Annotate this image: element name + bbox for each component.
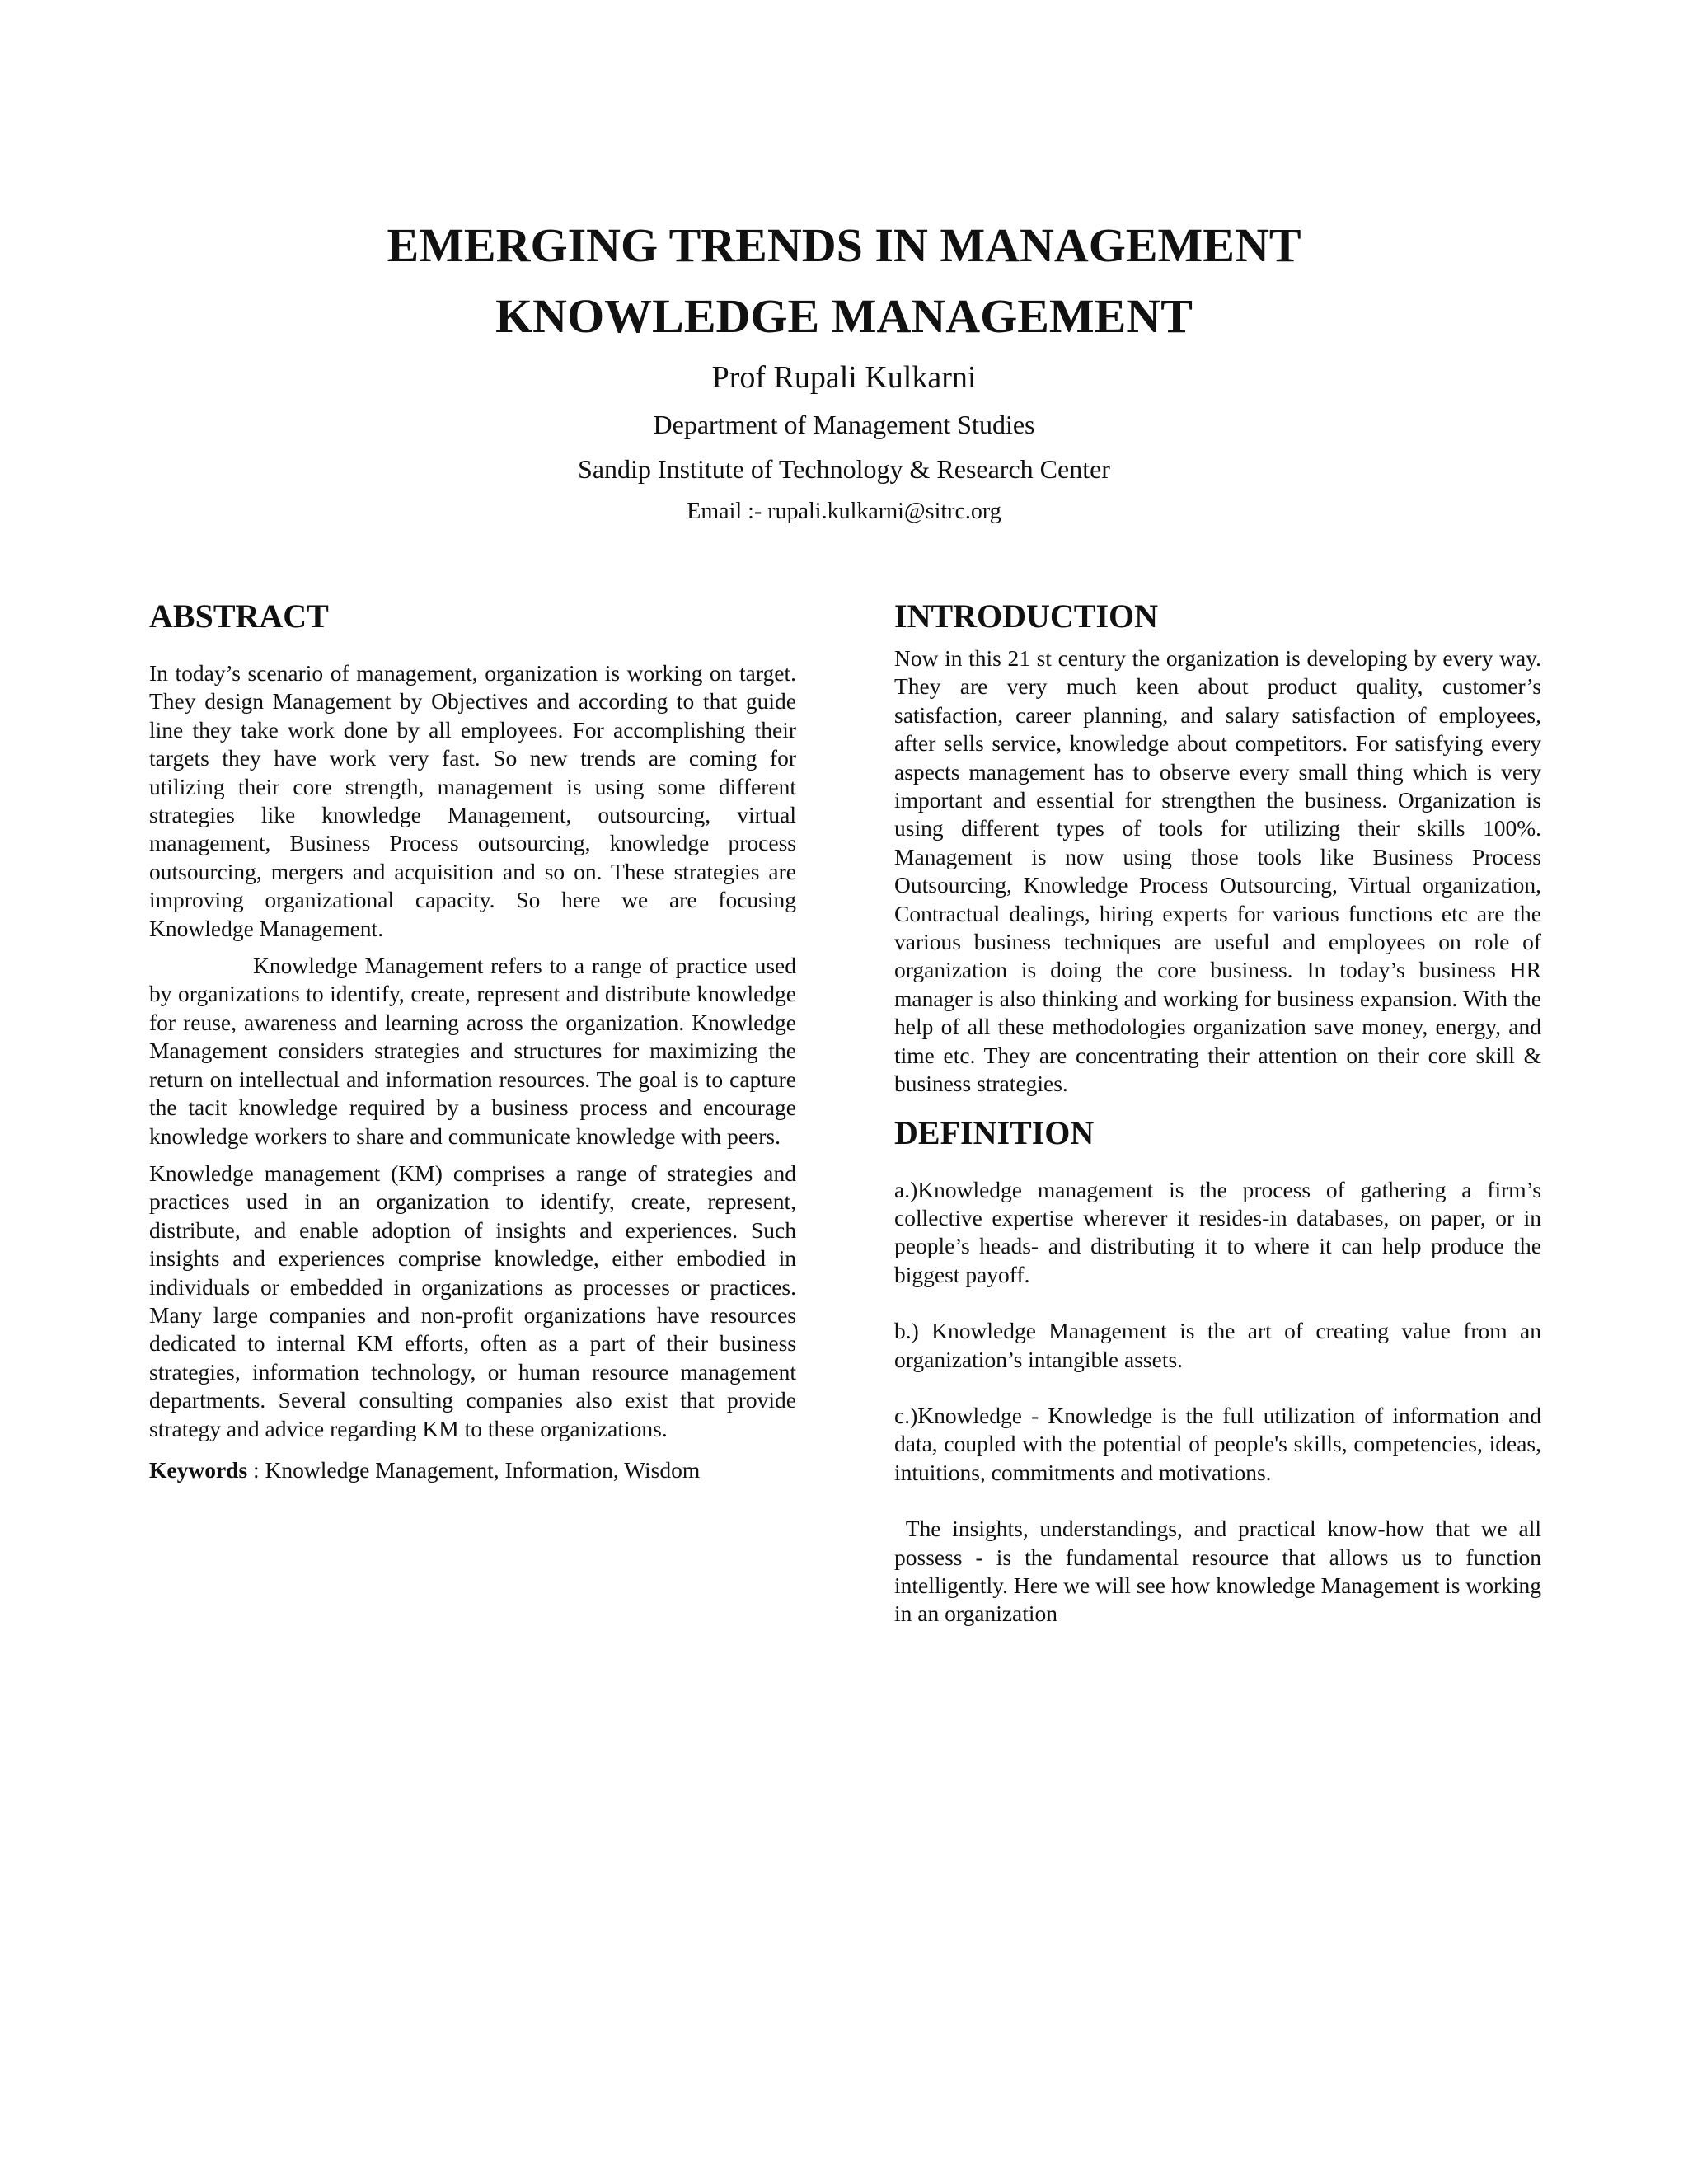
keywords-line [149, 1456, 796, 1484]
author-name: Prof Rupali Kulkarni [711, 360, 977, 395]
author-email: Email :- rupali.kulkarni@sitrc.org [687, 499, 1001, 524]
definition-c: c.)Knowledge - Knowledge is the full utilization of information and data, coupled with the potential of people's skills, competencies, ideas, intuitions, commitments and motivations. [894, 1402, 1541, 1485]
keywords-text: : Knowledge Management, Information, Wisdom [247, 1456, 701, 1483]
definition-b: b.) Knowledge Management is the art of creating value from an organization’s intangible assets. [894, 1318, 1541, 1372]
definition-closing-paragraph: The insights, understandings, and practical know-how that we all possess - is the fundamental resource that allows us to function intelligently. Here we will see how knowledge Management is working in an organization [894, 1516, 1547, 1627]
abstract-paragraph-3: Knowledge management (KM) comprises a range of strategies and practices used in an organization to identify, create, represent, distribute, and enable adoption of insights and experiences. Such insights and experiences comprise knowledge, either embodied in individuals or embedded in organizations as processes or practices. Many large companies and non-profit organizations have resources dedicated to internal KM efforts, often as a part of their business strategies, information technology, or human resource management departments. Several consulting companies also exist that provide strategy and advice regarding KM to these organizations. [149, 1160, 796, 1441]
paper-title-line2: KNOWLEDGE MANAGEMENT [495, 289, 1193, 343]
paper-header [0, 210, 1688, 528]
abstract-paragraph-1: In today’s scenario of management, organization is working on target. They design Management by Objectives and according to that guide line they take work done by all employees. For accomplishing their targets they have work very fast. So new trends are coming for utilizing their core strength, management is using some different strategies like knowledge Management, outsourcing, virtual management, Business Process outsourcing, knowledge process outsourcing, mergers and acquisition and so on. These strategies are improving organizational capacity. So here we are focusing Knowledge Management. [149, 660, 796, 941]
author-institute: Sandip Institute of Technology & Research Center [578, 454, 1110, 484]
definition-heading: DEFINITION [894, 1113, 1095, 1151]
paper-title-line1: EMERGING TRENDS IN MANAGEMENT [387, 218, 1301, 272]
author-department: Department of Management Studies [653, 410, 1035, 439]
introduction-paragraph: Now in this 21 st century the organization is developing by every way. They are very much keen about product quality, customer’s satisfaction, career planning, and salary satisfaction of employees, after sells service, knowledge about competitors. For satisfying every aspects management has to observe every small thing which is very important and essential for strengthen the business. Organization is using different types of tools for utilizing their skills 100%. Management is now using those tools like Business Process Outsourcing, Knowledge Process Outsourcing, Virtual organization, Contractual dealings, hiring experts for various functions etc are the various business techniques are useful and employees on role of organization is doing the core business. In today’s business HR manager is also thinking and working for business expansion. With the help of all these methodologies organization save money, energy, and time etc. They are concentrating their attention on their core skill & business strategies. [894, 645, 1541, 1097]
abstract-paragraph-2: Knowledge Management refers to a range of practice used by organizations to identify, create, represent and distribute knowledge for reuse, awareness and learning across the organization. Knowledge Management considers strategies and structures for maximizing the return on intellectual and information resources. The goal is to capture the tacit knowledge required by a business process and encourage knowledge workers to share and communicate knowledge with peers. [149, 953, 796, 1149]
left-column [149, 593, 796, 1484]
introduction-heading: INTRODUCTION [894, 598, 1159, 635]
right-column [894, 593, 1547, 1629]
keywords-label: Keywords [149, 1456, 248, 1483]
abstract-heading: ABSTRACT [149, 598, 329, 635]
definition-a: a.)Knowledge management is the process of gathering a firm’s collective expertise wherever it resides-in databases, on paper, or in people’s heads- and distributing it to where it can help produce the biggest payoff. [894, 1176, 1541, 1287]
